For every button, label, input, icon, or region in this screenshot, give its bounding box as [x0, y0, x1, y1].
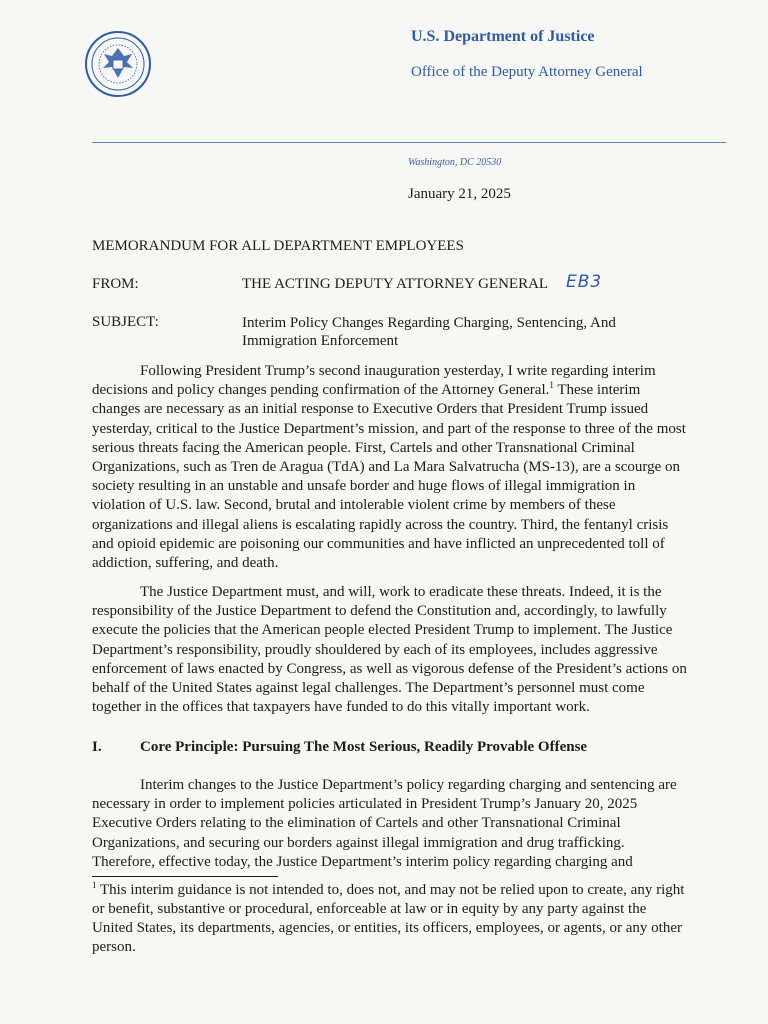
office-name: Office of the Deputy Attorney General [411, 64, 643, 80]
section-title: Core Principle: Pursuing The Most Serious, Readily Provable Offense [140, 739, 588, 755]
body-paragraph-2: The Justice Department must, and will, work to eradicate these threats. Indeed, it is the responsibility of the Justice Department to defend the Constitution and, accordingly, to lawfully execute the policies that the American people elected President Trump to implement. The Justice Department’s responsibility, proudly shouldered by each of its employees, includes aggressive enforcement of laws enacted by Congress, as well as vigorous defense of the President’s actions on behalf of the United States against legal challenges. The Department’s personnel must come together in the offices that taxpayers have funded to do this vitally important work. [92, 584, 687, 716]
footnote-number: 1 [92, 880, 97, 890]
subject-value: Interim Policy Changes Regarding Charging, Sentencing, And Immigration Enforcement [242, 315, 616, 349]
handwritten-initials: EB3 [566, 272, 603, 292]
office-city: Washington, DC 20530 [408, 157, 502, 168]
subject-label: SUBJECT: [92, 314, 159, 330]
from-label: FROM: [92, 276, 139, 292]
body-paragraph-3: Interim changes to the Justice Department’s policy regarding charging and sentencing are necessary in order to implement policies articulated in President Trump’s January 20, 2025 Executive Orders relating to the elimination of Cartels and other Transnational Criminal Organizations, and securing our borders against illegal immigration and drug trafficking. Therefore, effective today, the Justice Department’s interim policy regarding charging and [92, 777, 677, 870]
memo-date: January 21, 2025 [408, 186, 511, 202]
section-heading [92, 739, 587, 756]
footnote-ref-1: 1 [549, 380, 554, 391]
from-value: THE ACTING DEPUTY ATTORNEY GENERAL [242, 276, 549, 292]
p1-text-b: These interim changes are necessary as an initial response to Executive Orders that President Trump issued yesterday, critical to the Justice Department’s mission, and part of the response to three of the most serious threats facing the American people. First, Cartels and other Transnational Criminal Organizations, such as Tren de Aragua (TdA) and La Mara Salvatrucha (MS-13), are a scourge on society resulting in an unstable and unsafe border and huge flows of illegal immigration in violation of U.S. law. Second, brutal and intolerable violent crime by members of these organizations and illegal aliens is escalating rapidly across the country. Third, the fentanyl crisis and opioid epidemic are poisoning our communities and have inflicted an unprecedented toll of addiction, suffering, and death. [92, 382, 686, 572]
footnote-divider [92, 876, 278, 877]
p1-text-a: Following President Trump’s second inauguration yesterday, I write regarding interim decisions and policy changes pending confirmation of the Attorney General. [92, 363, 656, 399]
section-number: I. [92, 739, 102, 755]
agency-name: U.S. Department of Justice [411, 28, 595, 45]
body-paragraph-1 [92, 362, 688, 573]
memo-title: MEMORANDUM FOR ALL DEPARTMENT EMPLOYEES [92, 238, 464, 254]
letterhead-divider [92, 142, 726, 143]
doj-seal-icon [84, 30, 152, 98]
footnote-text: This interim guidance is not intended to, does not, and may not be relied upon to create, any right or benefit, substantive or procedural, enforceable at law or in equity by any party against the United States, its departments, agencies, or entities, its officers, employees, or agents, or any other person. [92, 882, 685, 955]
footnote-1 [92, 881, 688, 957]
